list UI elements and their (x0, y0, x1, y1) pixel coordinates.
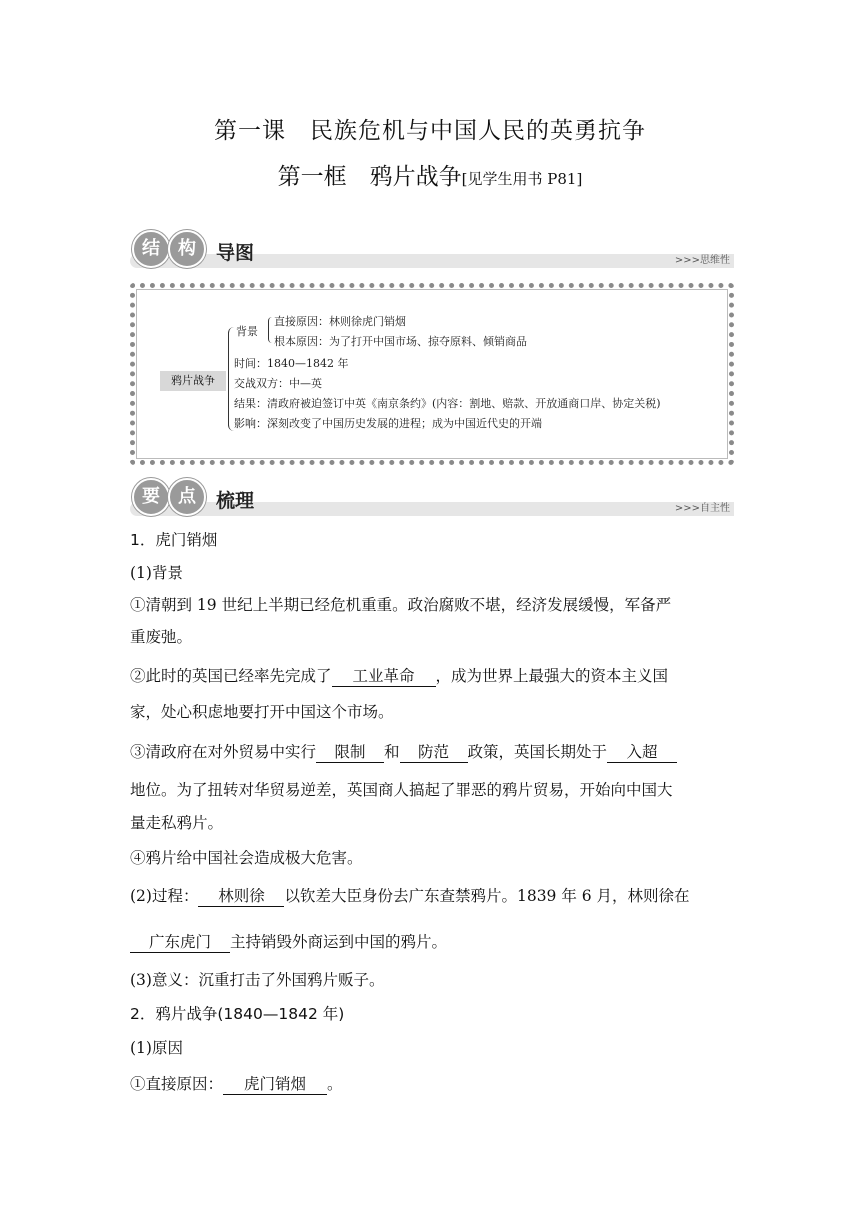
banner-circle-2: 点 (168, 478, 206, 516)
cause-heading: (1)原因 (130, 1039, 183, 1057)
mind-map-time: 时间：1840—1842 年 (234, 357, 349, 370)
banner-circle-1: 要 (132, 478, 170, 516)
paragraph-4: ④鸦片给中国社会造成极大危害。 (130, 849, 363, 867)
mind-map-root-cause: 根本原因：为了打开中国市场、掠夺原料、倾销商品 (274, 335, 527, 348)
process-line-1 (130, 884, 734, 907)
process-pre: (2)过程： (130, 887, 199, 905)
paragraph-3a-mid: 政策，英国长期处于 (467, 743, 608, 761)
blank-industrial-revolution[interactable]: 工业革命 (332, 666, 436, 687)
frame-title-text: 第一框 鸦片战争 (277, 164, 462, 190)
paragraph-1a: ①清朝到 19 世纪上半期已经危机重重。政治腐败不堪，经济发展缓慢，军备严 (130, 596, 672, 614)
section-1-title: 1．虎门销烟 (130, 531, 218, 549)
direct-cause-pre: ①直接原因： (130, 1075, 224, 1093)
mind-map-impact: 影响：深刻改变了中国历史发展的进程；成为中国近代史的开端 (234, 417, 542, 430)
banner-label: 梳理 (216, 490, 255, 512)
paragraph-3c: 量走私鸦片。 (130, 814, 224, 832)
frame-title (0, 158, 860, 191)
mind-map-background-label: 背景 (236, 325, 258, 338)
banner-circle-1: 结 (132, 230, 170, 268)
paragraph-3a-pre: ③清政府在对外贸易中实行 (130, 743, 317, 761)
process-line-2 (130, 930, 734, 953)
banner-circle-2: 构 (168, 230, 206, 268)
process-line-2-post: 主持销毁外商运到中国的鸦片。 (230, 933, 448, 951)
blank-trade-deficit[interactable]: 入超 (607, 742, 677, 763)
banner-tag: >>>自主性 (674, 503, 730, 514)
paragraph-3a-and: 和 (384, 743, 400, 761)
paragraph-3b: 地位。为了扭转对华贸易逆差，英国商人搞起了罪恶的鸦片贸易，开始向中国大 (130, 781, 673, 799)
mind-map-direct-cause: 直接原因：林则徐虎门销烟 (274, 315, 406, 328)
paragraph-2a-post: ，成为世界上最强大的资本主义国 (435, 667, 669, 685)
mind-map-sides: 交战双方：中—英 (234, 377, 322, 390)
mind-map-result: 结果：清政府被迫签订中英《南京条约》(内容：割地、赔款、开放通商口岸、协定关税) (234, 397, 661, 410)
page-reference: [见学生用书 P81] (461, 170, 583, 188)
lesson-title: 第一课 民族危机与中国人民的英勇抗争 (214, 118, 646, 144)
background-heading: (1)背景 (130, 564, 183, 582)
paragraph-2a (130, 664, 734, 687)
structure-banner (130, 230, 734, 270)
direct-cause-post: 。 (327, 1075, 343, 1093)
mind-map-root: 鸦片战争 (160, 371, 226, 391)
blank-guarding[interactable]: 防范 (400, 742, 468, 763)
blank-lin-zexu[interactable]: 林则徐 (198, 886, 284, 907)
direct-cause-line (130, 1072, 734, 1095)
paragraph-1b: 重废弛。 (130, 628, 193, 646)
paragraph-2b: 家，处心积虑地要打开中国这个市场。 (130, 703, 394, 721)
significance: (3)意义：沉重打击了外国鸦片贩子。 (130, 971, 385, 989)
blank-restriction[interactable]: 限制 (316, 742, 384, 763)
mind-map-sub-brace (268, 317, 273, 343)
banner-tag: >>>思维性 (674, 255, 730, 266)
key-points-banner (130, 478, 734, 518)
banner-label: 导图 (216, 242, 255, 264)
paragraph-2a-pre: ②此时的英国已经率先完成了 (130, 667, 332, 685)
blank-humen-destruction[interactable]: 虎门销烟 (223, 1074, 327, 1095)
paragraph-3a (130, 740, 734, 763)
mind-map (130, 283, 734, 465)
section-2-title: 2．鸦片战争(1840—1842 年) (130, 1005, 345, 1023)
blank-humen[interactable]: 广东虎门 (130, 932, 230, 953)
process-post: 以钦差大臣身份去广东查禁鸦片。1839 年 6 月，林则徐在 (284, 887, 690, 905)
